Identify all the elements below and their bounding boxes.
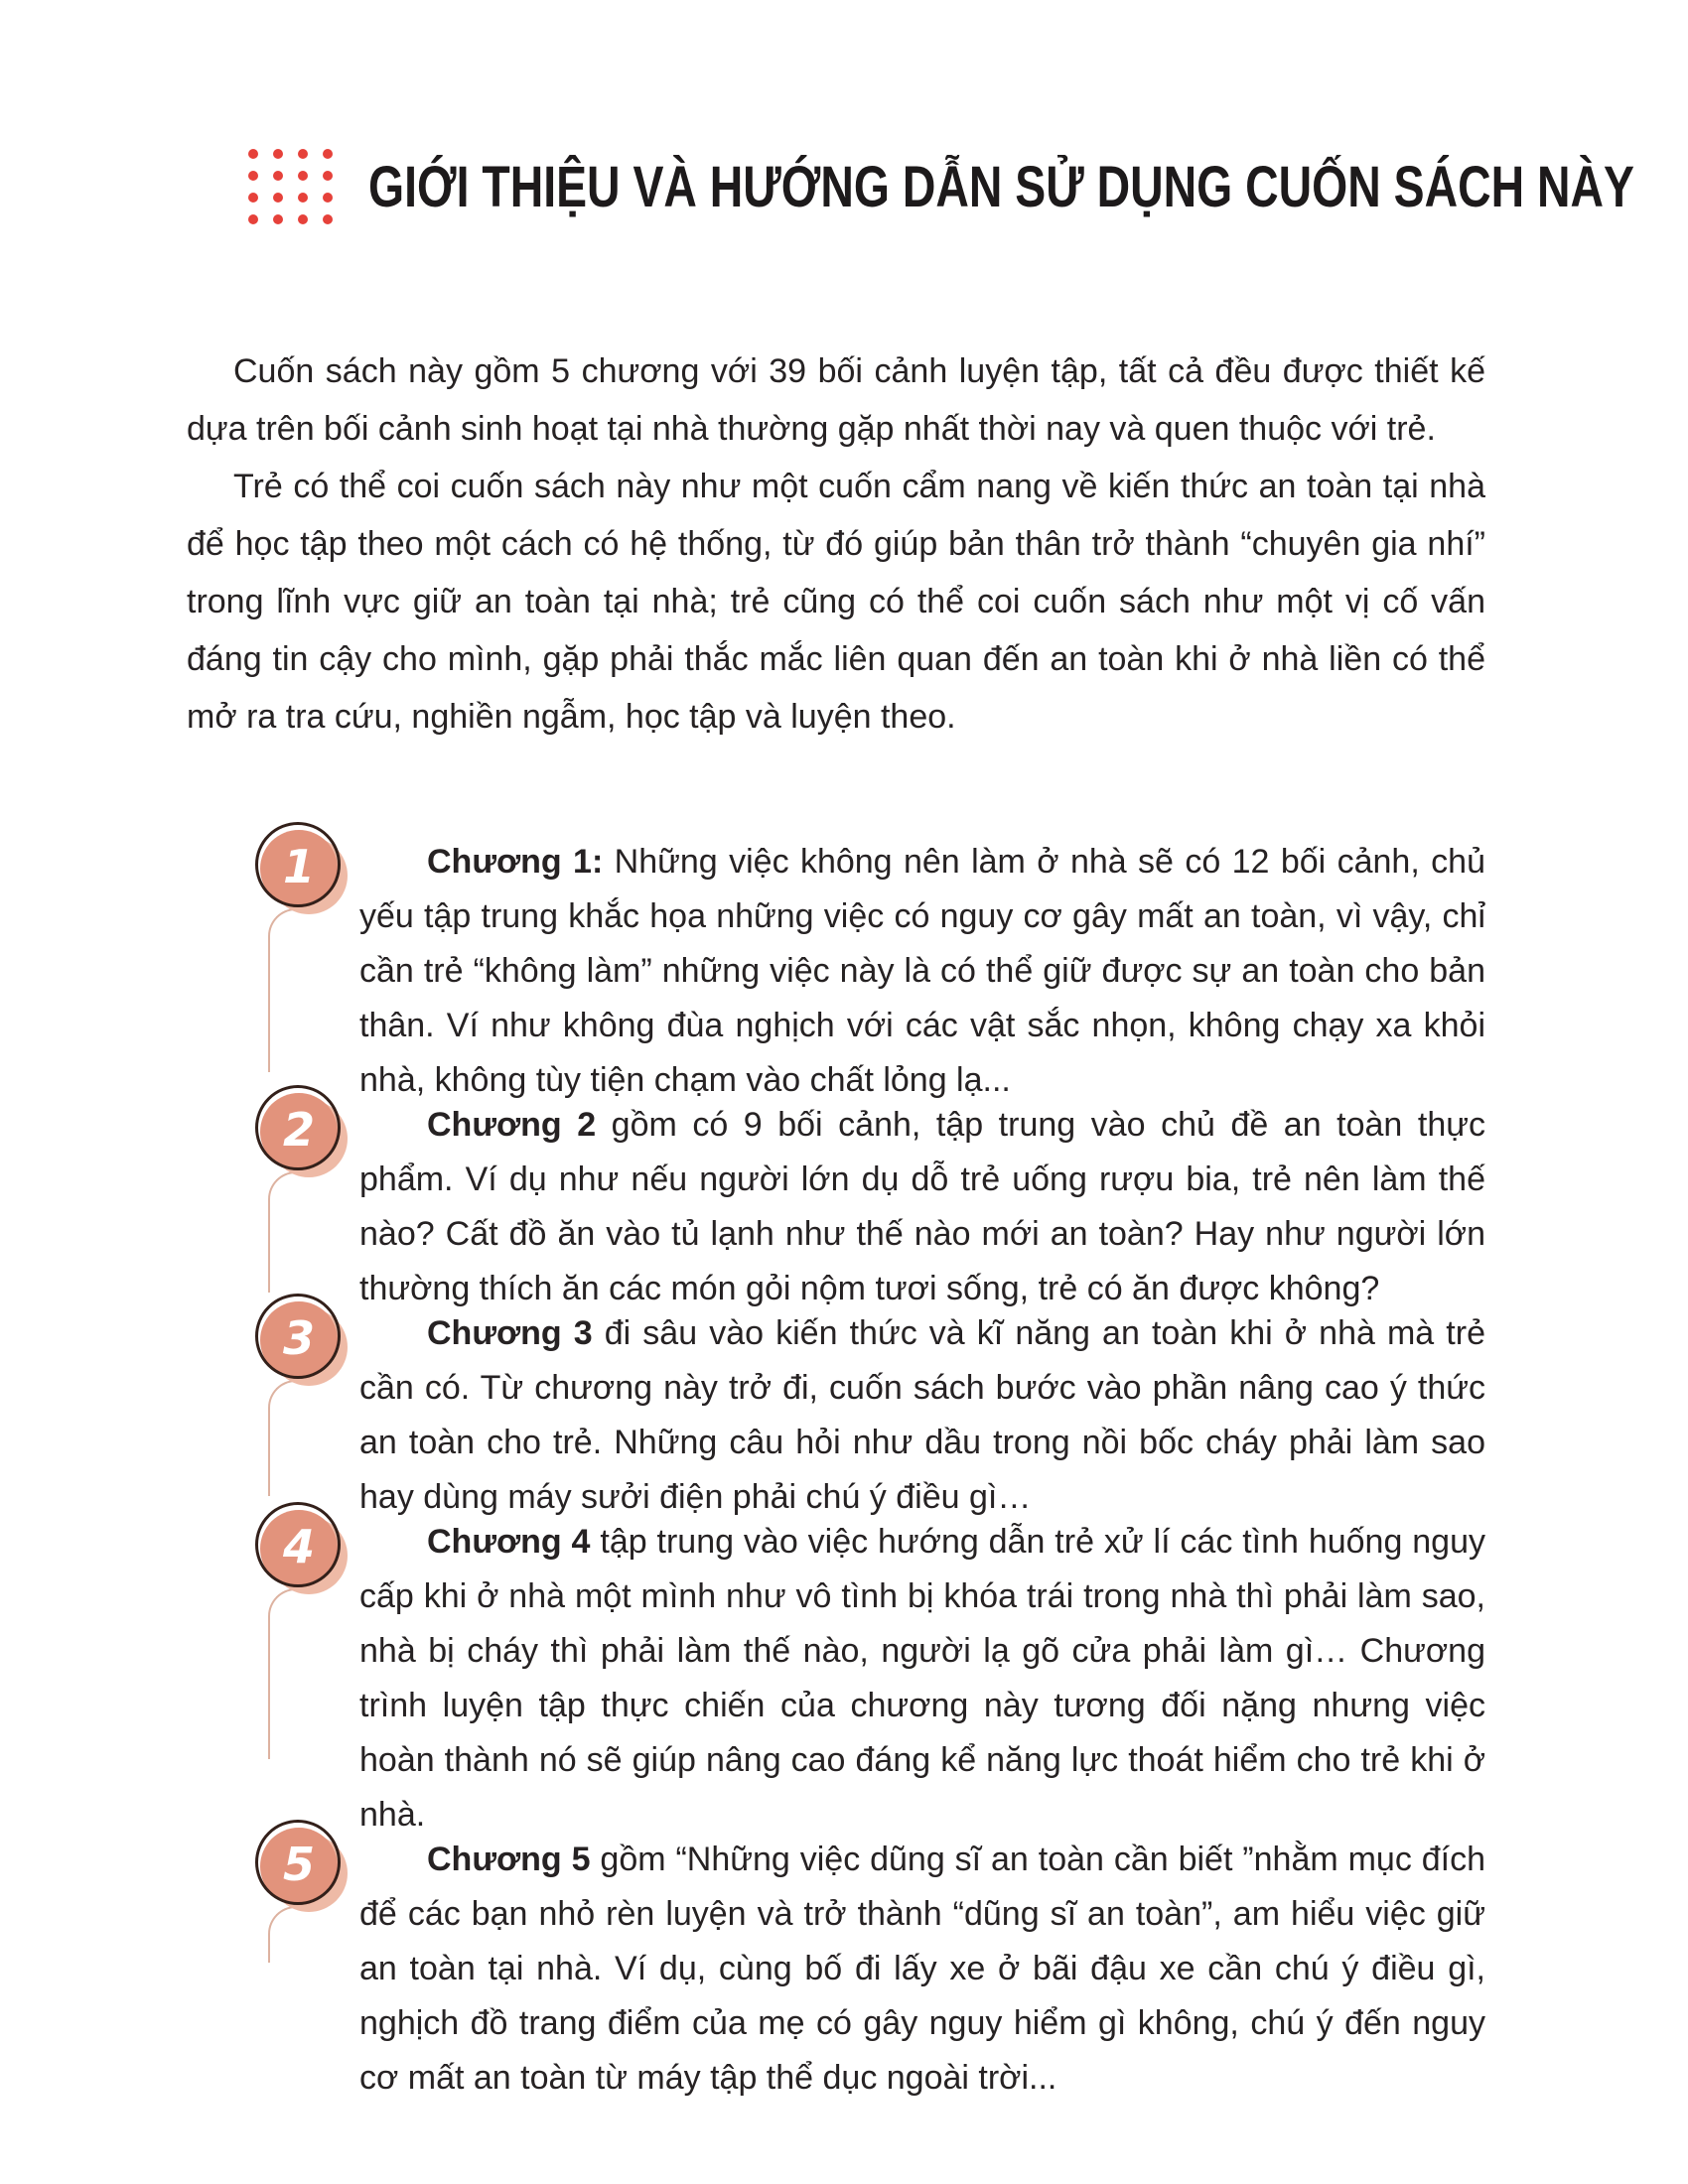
chapter-lead: Chương 1:: [427, 843, 604, 881]
red-dots-grid-icon: [248, 149, 333, 224]
page-header: [248, 149, 1688, 224]
chapter-body: đi sâu vào kiến thức và kĩ năng an toàn khi ở nhà mà trẻ cần có. Từ chương này trở đi, cuốn sách bước vào phần nâng cao ý thức an toàn cho trẻ. Những câu hỏi như dầu trong nồi bốc cháy phải làm sao hay dùng máy sưởi điện phải chú ý điều gì…: [359, 1314, 1485, 1516]
dot-icon: [298, 214, 308, 224]
dot-icon: [298, 149, 308, 159]
dot-icon: [273, 171, 283, 181]
dot-icon: [273, 193, 283, 203]
chapter-section-2: [282, 1098, 1485, 1316]
chapter-section-3: [282, 1306, 1485, 1525]
chapter-lead: Chương 4: [427, 1523, 591, 1561]
chapter-section-4: [282, 1515, 1486, 1843]
dot-icon: [323, 193, 333, 203]
chapter-1-badge: [256, 823, 342, 908]
chapter-5-badge: [256, 1821, 342, 1906]
chapter-number: 5: [282, 1837, 315, 1891]
dot-icon: [248, 193, 258, 203]
dot-icon: [298, 193, 308, 203]
chapter-lead: Chương 2: [427, 1106, 597, 1144]
chapter-number: 3: [282, 1310, 315, 1365]
chapter-body: gồm “Những việc dũng sĩ an toàn cần biết ”nhằm mục đích để các bạn nhỏ rèn luyện và trở thành “dũng sĩ an toàn”, am hiểu việc giữ an toàn tại nhà. Ví dụ, cùng bố đi lấy xe ở bãi đậu xe cần chú ý điều gì, nghịch đồ trang điểm của mẹ có gây nguy hiểm gì không, chú ý đến nguy cơ mất an toàn từ máy tập thể dục ngoài trời...: [359, 1841, 1485, 2097]
chapter-number: 4: [282, 1519, 315, 1573]
dot-icon: [323, 171, 333, 181]
chapter-3-badge: [256, 1295, 342, 1380]
badge-tail-line: [268, 1171, 302, 1293]
chapter-section-5: [282, 1833, 1485, 2106]
dot-icon: [248, 149, 258, 159]
dot-icon: [248, 214, 258, 224]
intro-section: [187, 342, 1485, 746]
intro-paragraph: Trẻ có thể coi cuốn sách này như một cuốn cẩm nang về kiến thức an toàn tại nhà để học tập theo một cách có hệ thống, từ đó giúp bản thân trở thành “chuyên gia nhí” trong lĩnh vực giữ an toàn tại nhà; trẻ cũng có thể coi cuốn sách như một vị cố vấn đáng tin cậy cho mình, gặp phải thắc mắc liên quan đến an toàn khi ở nhà liền có thể mở ra tra cứu, nghiền ngẫm, học tập và luyện theo.: [187, 468, 1485, 736]
dot-icon: [298, 171, 308, 181]
dot-icon: [248, 171, 258, 181]
dot-icon: [273, 214, 283, 224]
badge-tail-line: [268, 908, 302, 1072]
badge-tail-line: [268, 1380, 302, 1496]
chapter-list: [282, 835, 1486, 2106]
chapter-lead: Chương 5: [427, 1841, 591, 1878]
chapter-body: tập trung vào việc hướng dẫn trẻ xử lí các tình huống nguy cấp khi ở nhà một mình như vô tình bị khóa trái trong nhà thì phải làm sao, nhà bị cháy thì phải làm thế nào, người lạ gõ cửa phải làm gì… Chương trình luyện tập thực chiến của chương này tương đối nặng nhưng việc hoàn thành nó sẽ giúp nâng cao đáng kể năng lực thoát hiểm cho trẻ khi ở nhà.: [359, 1523, 1486, 1834]
chapter-section-1: [282, 835, 1485, 1108]
badge-tail-line: [268, 1588, 302, 1759]
chapter-number: 1: [282, 839, 315, 893]
badge-tail-line: [268, 1906, 302, 1963]
intro-paragraph: Cuốn sách này gồm 5 chương với 39 bối cảnh luyện tập, tất cả đều được thiết kế dựa trên bối cảnh sinh hoạt tại nhà thường gặp nhất thời nay và quen thuộc với trẻ.: [187, 352, 1485, 448]
chapter-number: 2: [282, 1102, 315, 1157]
dot-icon: [323, 149, 333, 159]
chapter-body: Những việc không nên làm ở nhà sẽ có 12 bối cảnh, chủ yếu tập trung khắc họa những việc có nguy cơ gây mất an toàn, vì vậy, chỉ cần trẻ “không làm” những việc này là có thể giữ được sự an toàn cho bản thân. Ví như không đùa nghịch với các vật sắc nhọn, không chạy xa khỏi nhà, không tùy tiện chạm vào chất lỏng lạ...: [359, 843, 1485, 1099]
page-title: GIỚI THIỆU VÀ HƯỚNG DẪN SỬ DỤNG CUỐN SÁCH NÀY: [368, 154, 1634, 219]
dot-icon: [273, 149, 283, 159]
chapter-2-badge: [256, 1086, 342, 1171]
chapter-4-badge: [256, 1503, 342, 1588]
dot-icon: [323, 214, 333, 224]
chapter-body: gồm có 9 bối cảnh, tập trung vào chủ đề an toàn thực phẩm. Ví dụ như nếu người lớn dụ dỗ trẻ uống rượu bia, trẻ nên làm thế nào? Cất đồ ăn vào tủ lạnh như thế nào mới an toàn? Hay như người lớn thường thích ăn các món gỏi nộm tươi sống, trẻ có ăn được không?: [359, 1106, 1485, 1307]
chapter-lead: Chương 3: [427, 1314, 593, 1352]
